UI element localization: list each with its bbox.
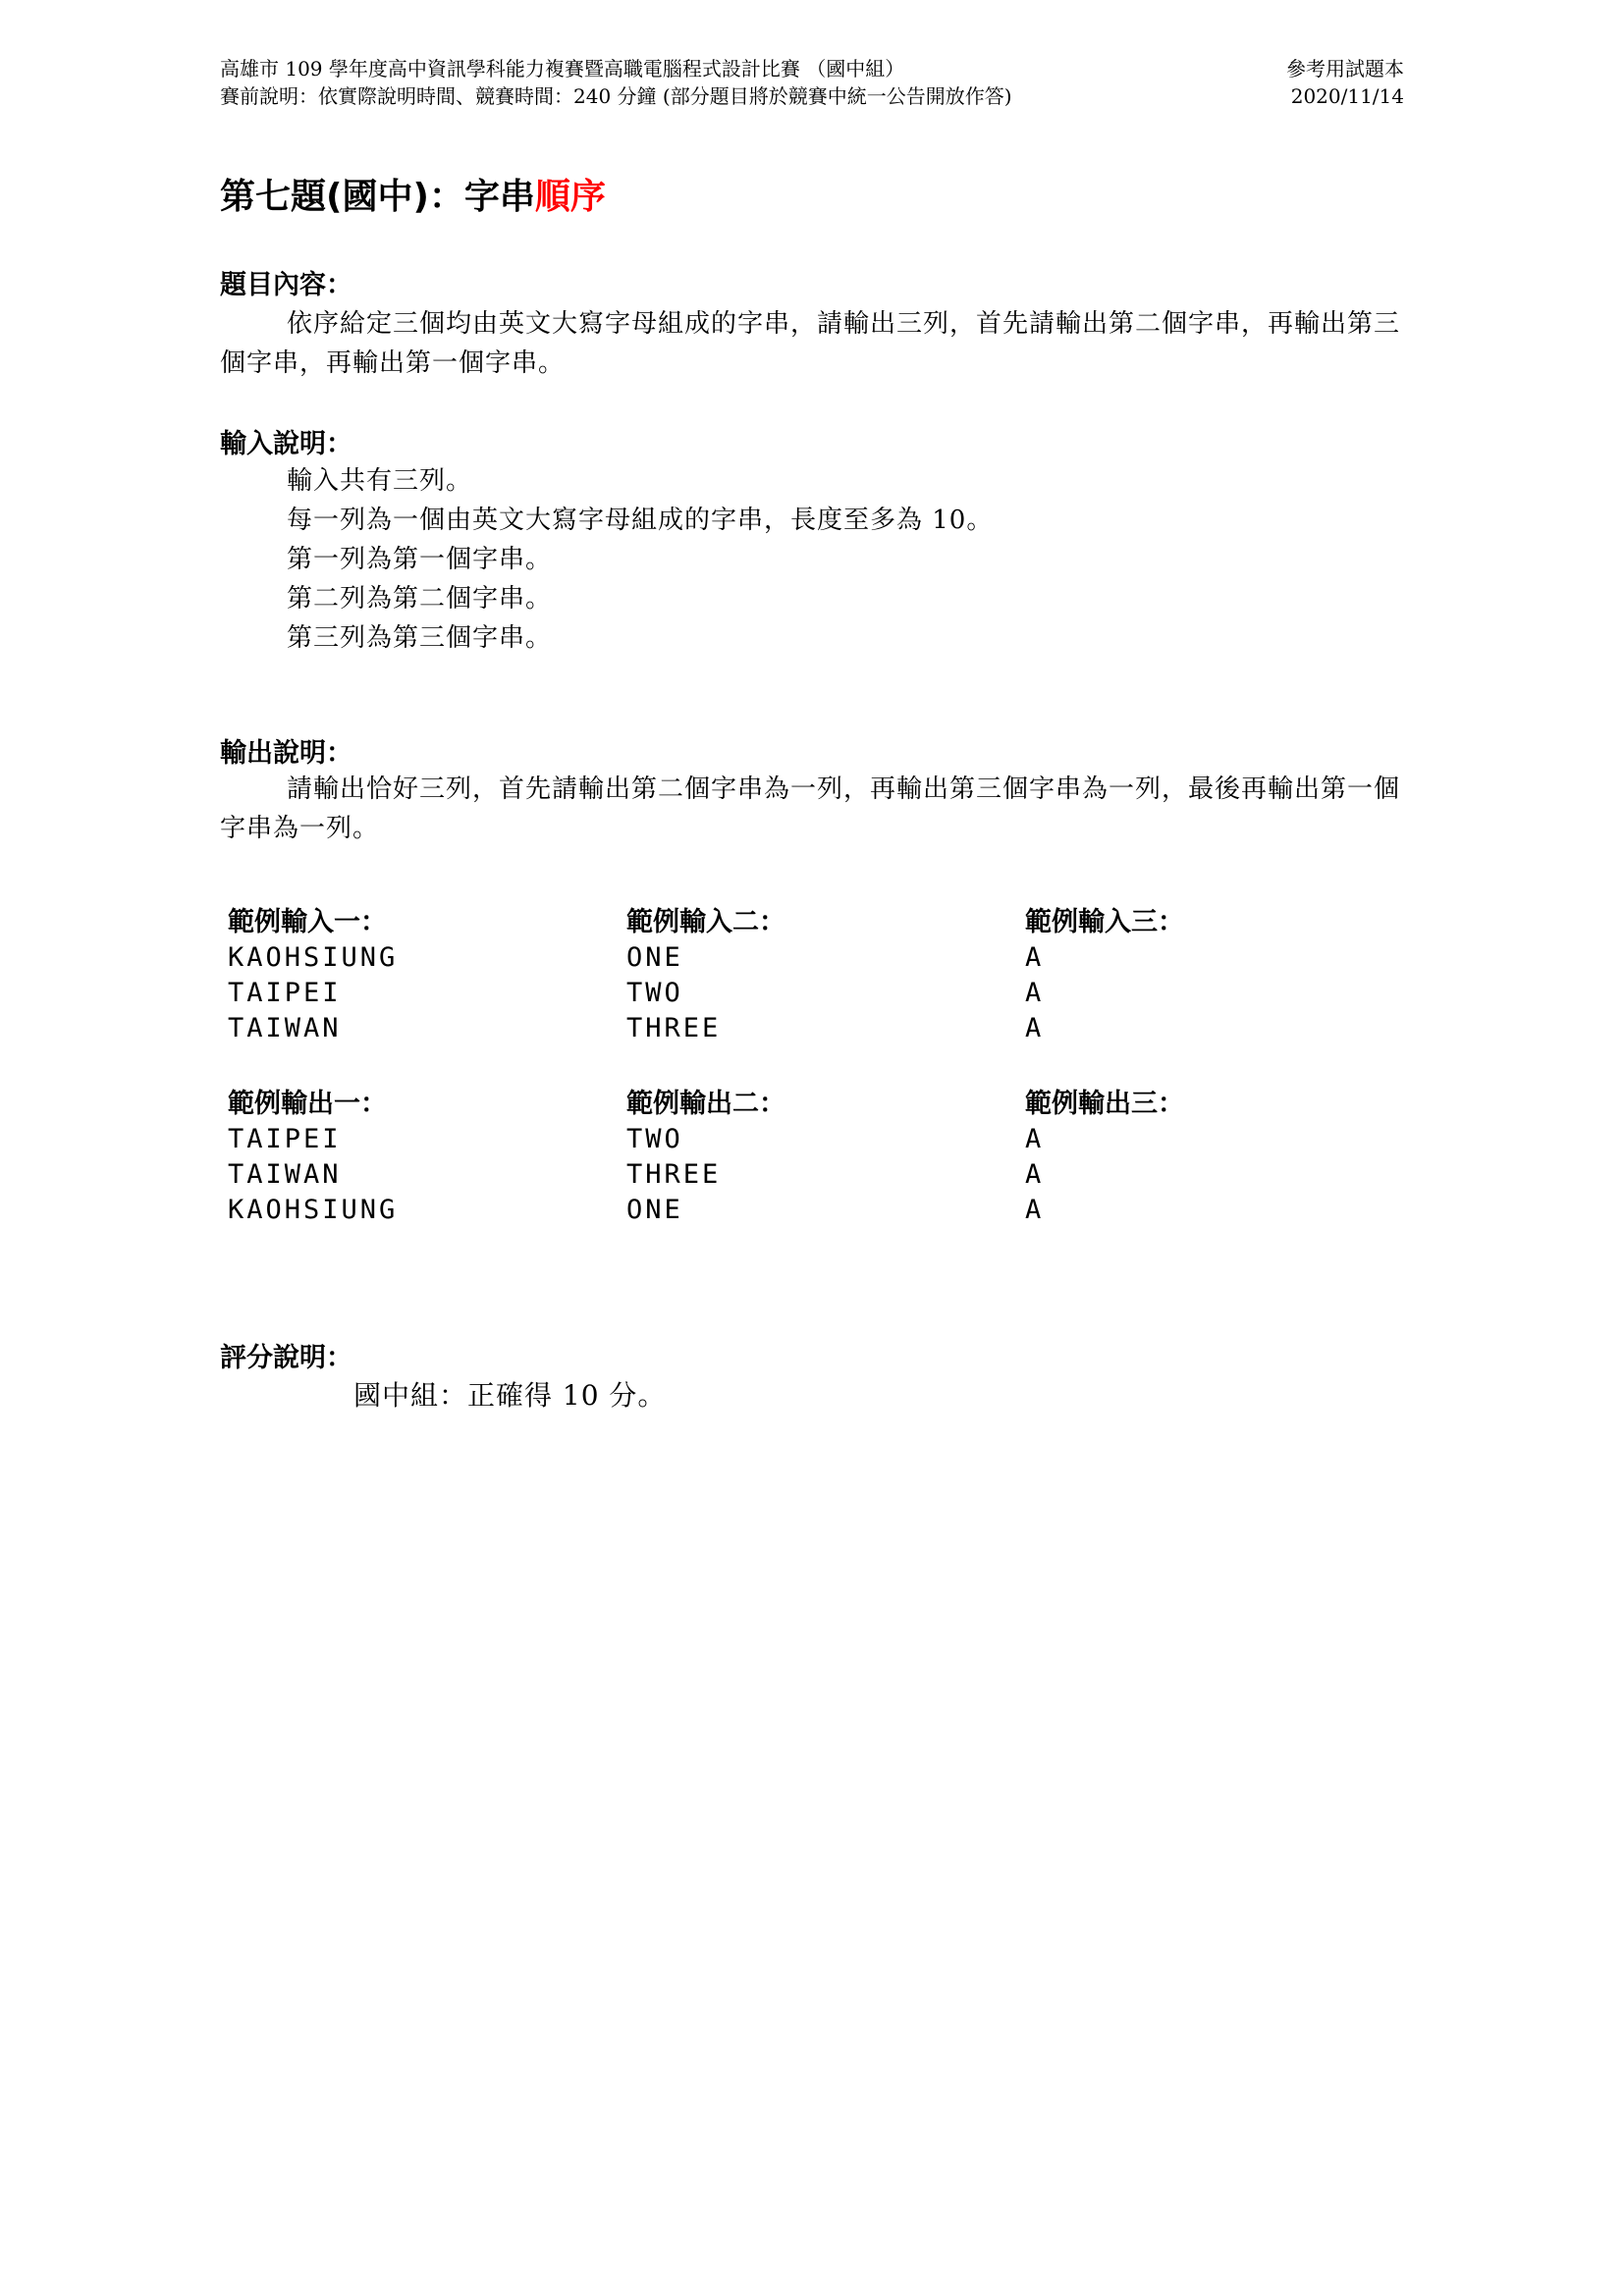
sample-line: ONE xyxy=(626,942,683,973)
sample-label: 範例輸出一： xyxy=(228,1089,387,1119)
input-heading: 輸入說明： xyxy=(220,429,352,459)
input-line: 第一列為第一個字串。 xyxy=(287,545,553,574)
sample-line: TWO xyxy=(626,1124,683,1154)
sample-line: KAOHSIUNG xyxy=(228,942,399,973)
sample-line: TWO xyxy=(626,978,683,1008)
sample-output-2 xyxy=(626,1087,1000,1228)
input-line: 輸入共有三列。 xyxy=(287,466,473,496)
problem-title-main: 第七題(國中)：字串 xyxy=(220,177,535,217)
problem-title-highlight: 順序 xyxy=(534,177,606,217)
input-line: 第三列為第三個字串。 xyxy=(287,623,553,653)
sample-line: A xyxy=(1025,1124,1045,1154)
sample-line: THREE xyxy=(626,1013,722,1043)
sample-line: TAIWAN xyxy=(228,1159,342,1190)
scoring-heading: 評分說明： xyxy=(220,1343,352,1373)
content-text: 依序給定三個均由英文大寫字母組成的字串，請輸出三列，首先請輸出第二個字串，再輸出第三個字串，再輸出第一個字串。 xyxy=(220,309,1401,378)
header-competition-title: 高雄市 109 學年度高中資訊學科能力複賽暨高職電腦程式設計比賽 （國中組） xyxy=(220,57,905,80)
content-heading: 題目內容： xyxy=(220,270,352,300)
sample-label: 範例輸入一： xyxy=(228,907,387,937)
scoring-text: 國中組：正確得 10 分。 xyxy=(353,1379,667,1412)
output-heading: 輸出說明： xyxy=(220,738,352,769)
page-header-right xyxy=(1286,55,1404,110)
header-competition-info: 賽前說明：依實際說明時間、競賽時間：240 分鐘 (部分題目將於競賽中統一公告開放作答) xyxy=(220,84,1012,108)
sample-line: TAIPEI xyxy=(228,1124,342,1154)
sample-line: KAOHSIUNG xyxy=(228,1195,399,1225)
header-booklet-label: 參考用試題本 xyxy=(1286,57,1404,80)
sample-label: 範例輸入三： xyxy=(1025,907,1184,937)
sample-label: 範例輸出三： xyxy=(1025,1089,1184,1119)
input-line: 第二列為第二個字串。 xyxy=(287,584,553,614)
sample-line: THREE xyxy=(626,1159,722,1190)
sample-line: A xyxy=(1025,1159,1045,1190)
sample-output-3 xyxy=(1025,1087,1398,1228)
sample-line: A xyxy=(1025,1195,1045,1225)
sample-label: 範例輸出二： xyxy=(626,1089,785,1119)
sample-output-1 xyxy=(228,1087,601,1228)
problem-title xyxy=(220,169,606,219)
header-date: 2020/11/14 xyxy=(1290,84,1404,108)
sample-line: TAIPEI xyxy=(228,978,342,1008)
sample-line: ONE xyxy=(626,1195,683,1225)
page-header-left xyxy=(220,55,1012,110)
sample-line: A xyxy=(1025,942,1045,973)
sample-label: 範例輸入二： xyxy=(626,907,785,937)
sample-input-2 xyxy=(626,905,1000,1046)
sample-input-1 xyxy=(228,905,601,1046)
sample-line: TAIWAN xyxy=(228,1013,342,1043)
sample-line: A xyxy=(1025,978,1045,1008)
input-line: 每一列為一個由英文大寫字母組成的字串，長度至多為 10。 xyxy=(287,506,994,535)
output-text: 請輸出恰好三列，首先請輸出第二個字串為一列，再輸出第三個字串為一列，最後再輸出第一個字串為一列。 xyxy=(220,774,1401,843)
sample-input-3 xyxy=(1025,905,1398,1046)
sample-line: A xyxy=(1025,1013,1045,1043)
